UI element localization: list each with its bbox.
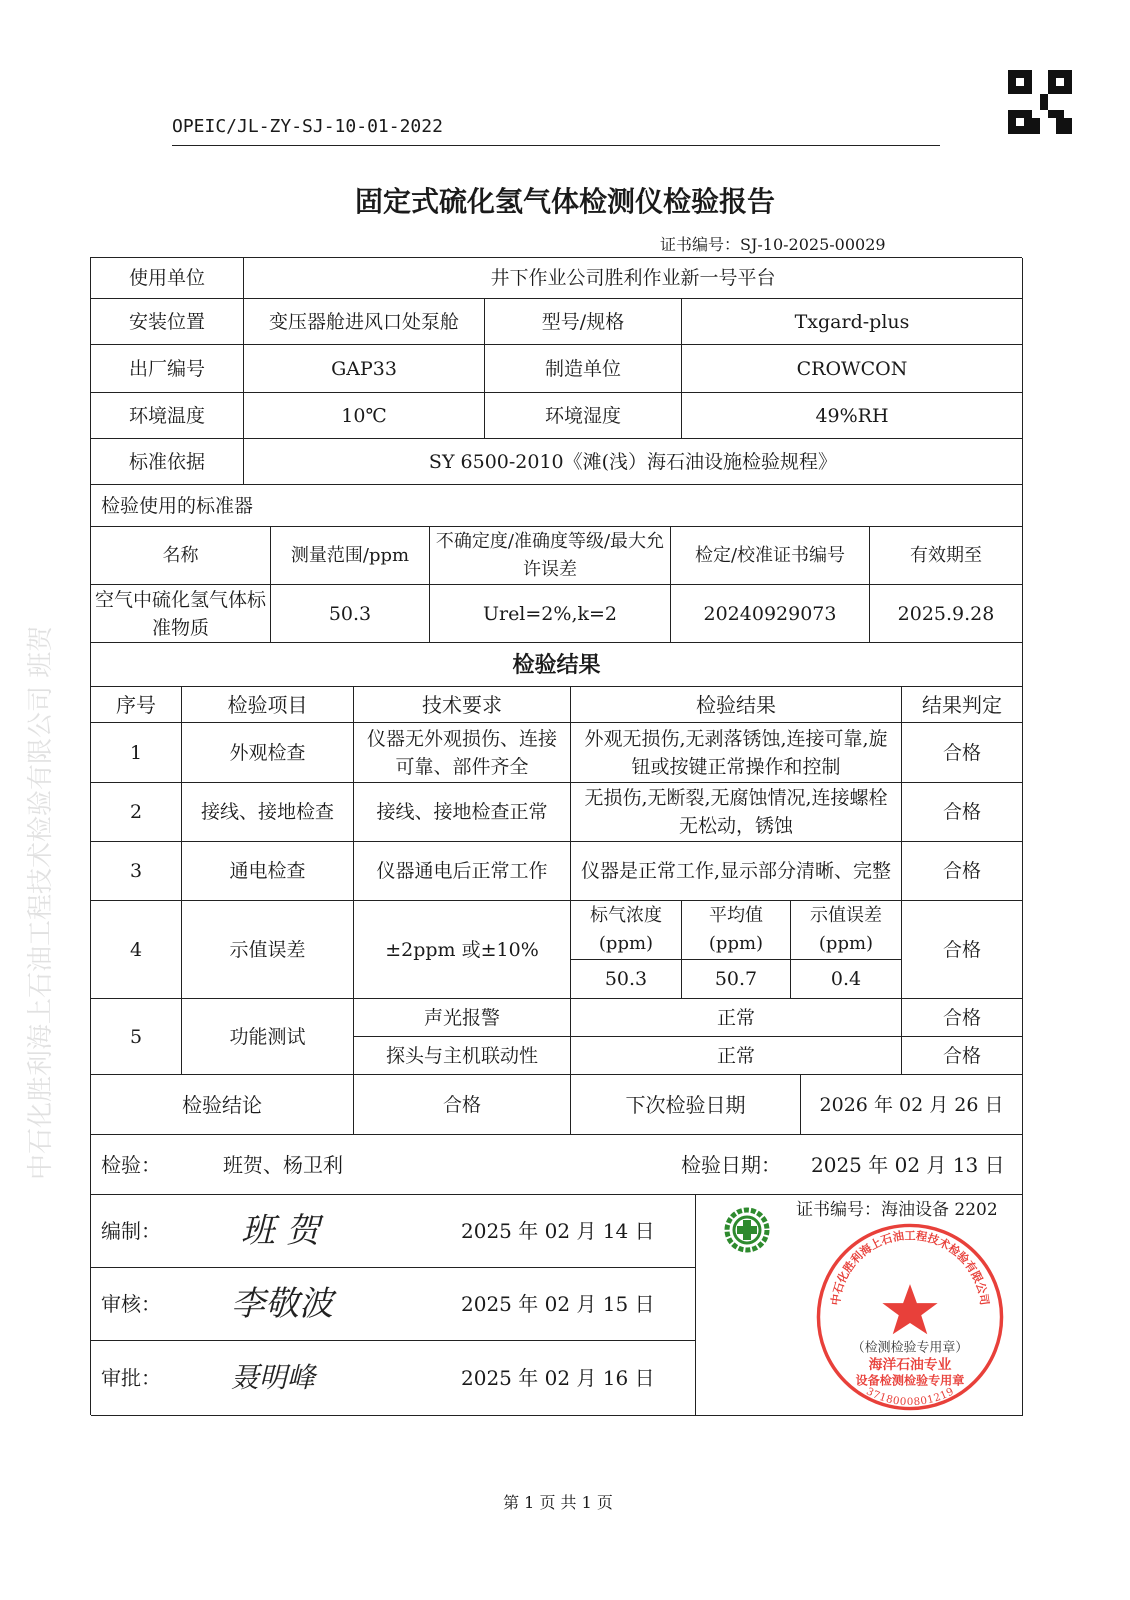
- compile-label: 编制：: [101, 1219, 161, 1243]
- signoff-row-approve: [91, 1341, 696, 1416]
- row5b-req: 探头与主机联动性: [354, 1037, 571, 1075]
- row2-no: 2: [91, 783, 182, 842]
- qr-code-icon: [1008, 70, 1072, 134]
- page-number: 第 1 页 共 1 页: [503, 1493, 613, 1512]
- row5a-req: 声光报警: [354, 999, 571, 1037]
- review-label: 审核：: [101, 1292, 161, 1316]
- inspector-row: [91, 1135, 1023, 1195]
- ref-header-valid: 有效期至: [870, 527, 1023, 585]
- row4-req: ±2ppm 或±10%: [354, 901, 571, 999]
- next-date-value: 2026 年 02 月 26 日: [801, 1075, 1023, 1135]
- row5-item: 功能测试: [182, 999, 354, 1075]
- ref-range: 50.3: [271, 585, 430, 643]
- location-label: 安装位置: [91, 299, 244, 345]
- review-signature: 李敬波: [231, 1284, 333, 1324]
- row4-avg-header: 平均值(ppm): [682, 901, 791, 960]
- seal-ring-text: 中石化胜利海上石油工程技术检验有限公司: [828, 1228, 992, 1307]
- signoff-row-review: [91, 1268, 696, 1341]
- watermark: 中石化胜利海上石油工程技术检验有限公司 班贺: [26, 625, 56, 1180]
- row4-no: 4: [91, 901, 182, 999]
- row3-verdict: 合格: [902, 842, 1023, 901]
- model-value: Txgard-plus: [682, 299, 1023, 345]
- approve-signature: 聂明峰: [231, 1361, 316, 1394]
- seal-inner-text: （检测检验专用章）: [851, 1340, 969, 1356]
- user-value: 井下作业公司胜利作业新一号平台: [244, 258, 1023, 299]
- row2-item: 接线、接地检查: [182, 783, 354, 842]
- approve-label: 审批：: [101, 1366, 161, 1390]
- inspector-label: 检验：: [101, 1152, 161, 1177]
- ref-name: 空气中硫化氢气体标准物质: [91, 585, 271, 643]
- reference-section-title: 检验使用的标准器: [91, 485, 1023, 527]
- header-rule: [172, 145, 940, 146]
- ref-uncertainty: Urel=2%,k=2: [430, 585, 671, 643]
- seal-line-2: 设备检测检验专用章: [855, 1373, 965, 1388]
- maker-label: 制造单位: [485, 345, 682, 393]
- compile-signature: 班 贺: [241, 1211, 320, 1251]
- inspect-date: 2025 年 02 月 13 日: [811, 1152, 1005, 1177]
- certificate-number: 证书编号：SJ-10-2025-00029: [660, 235, 886, 254]
- row1-no: 1: [91, 723, 182, 783]
- ref-header-cert: 检定/校准证书编号: [671, 527, 870, 585]
- ref-valid: 2025.9.28: [870, 585, 1023, 643]
- row1-verdict: 合格: [902, 723, 1023, 783]
- safety-cross-logo-icon: [724, 1207, 770, 1253]
- row4-std-conc-header: 标气浓度(ppm): [571, 901, 682, 960]
- ref-cert: 20240929073: [671, 585, 870, 643]
- serial-value: GAP33: [244, 345, 485, 393]
- serial-label: 出厂编号: [91, 345, 244, 393]
- col-header-req: 技术要求: [354, 687, 571, 723]
- inspect-date-label: 检验日期：: [681, 1152, 781, 1177]
- row3-item: 通电检查: [182, 842, 354, 901]
- approve-date: 2025 年 02 月 16 日: [461, 1366, 655, 1390]
- standard-value: SY 6500-2010《滩(浅）海石油设施检验规程》: [244, 439, 1023, 485]
- row3-req: 仪器通电后正常工作: [354, 842, 571, 901]
- ref-header-uncertainty: 不确定度/准确度等级/最大允许误差: [430, 527, 671, 585]
- humidity-value: 49%RH: [682, 393, 1023, 439]
- compile-date: 2025 年 02 月 14 日: [461, 1219, 655, 1243]
- row2-result: 无损伤,无断裂,无腐蚀情况,连接螺栓无松动，锈蚀: [571, 783, 902, 842]
- official-seal: [805, 1222, 1015, 1412]
- page-title: 固定式硫化氢气体检测仪检验报告: [354, 185, 775, 218]
- row1-result: 外观无损伤,无剥落锈蚀,连接可靠,旋钮或按键正常操作和控制: [571, 723, 902, 783]
- seal-line-1: 海洋石油专业: [868, 1356, 952, 1373]
- row4-verdict: 合格: [902, 901, 1023, 999]
- conclusion-value: 合格: [354, 1075, 571, 1135]
- temp-label: 环境温度: [91, 393, 244, 439]
- conclusion-label: 检验结论: [91, 1075, 354, 1135]
- maker-value: CROWCON: [682, 345, 1023, 393]
- humidity-label: 环境湿度: [485, 393, 682, 439]
- row4-error-header: 示值误差(ppm): [791, 901, 902, 960]
- row2-req: 接线、接地检查正常: [354, 783, 571, 842]
- signoff-row-compile: [91, 1195, 696, 1268]
- row2-verdict: 合格: [902, 783, 1023, 842]
- col-header-item: 检验项目: [182, 687, 354, 723]
- model-label: 型号/规格: [485, 299, 682, 345]
- row5a-result: 正常: [571, 999, 902, 1037]
- row5a-verdict: 合格: [902, 999, 1023, 1037]
- row3-no: 3: [91, 842, 182, 901]
- doc-code: OPEIC/JL-ZY-SJ-10-01-2022: [172, 116, 443, 137]
- row5b-result: 正常: [571, 1037, 902, 1075]
- seal-number: 3718000801219: [864, 1385, 956, 1409]
- col-header-no: 序号: [91, 687, 182, 723]
- row1-req: 仪器无外观损伤、连接可靠、部件齐全: [354, 723, 571, 783]
- row4-std-conc: 50.3: [571, 960, 682, 999]
- ref-header-range: 测量范围/ppm: [271, 527, 430, 585]
- review-date: 2025 年 02 月 15 日: [461, 1292, 655, 1316]
- row1-item: 外观检查: [182, 723, 354, 783]
- ref-header-name: 名称: [91, 527, 271, 585]
- row4-item: 示值误差: [182, 901, 354, 999]
- row4-error: 0.4: [791, 960, 902, 999]
- row4-avg: 50.7: [682, 960, 791, 999]
- seal-star-icon: [882, 1284, 937, 1334]
- col-header-verdict: 结果判定: [902, 687, 1023, 723]
- user-label: 使用单位: [91, 258, 244, 299]
- inspectors: 班贺、杨卫利: [223, 1152, 343, 1177]
- location-value: 变压器舱进风口处泵舱: [244, 299, 485, 345]
- results-section-title: 检验结果: [91, 643, 1023, 687]
- temp-value: 10℃: [244, 393, 485, 439]
- stamp-cert-number: 证书编号：海油设备 2202: [796, 1200, 998, 1220]
- next-date-label: 下次检验日期: [571, 1075, 801, 1135]
- col-header-result: 检验结果: [571, 687, 902, 723]
- row5-no: 5: [91, 999, 182, 1075]
- standard-label: 标准依据: [91, 439, 244, 485]
- row5b-verdict: 合格: [902, 1037, 1023, 1075]
- row3-result: 仪器是正常工作,显示部分清晰、完整: [571, 842, 902, 901]
